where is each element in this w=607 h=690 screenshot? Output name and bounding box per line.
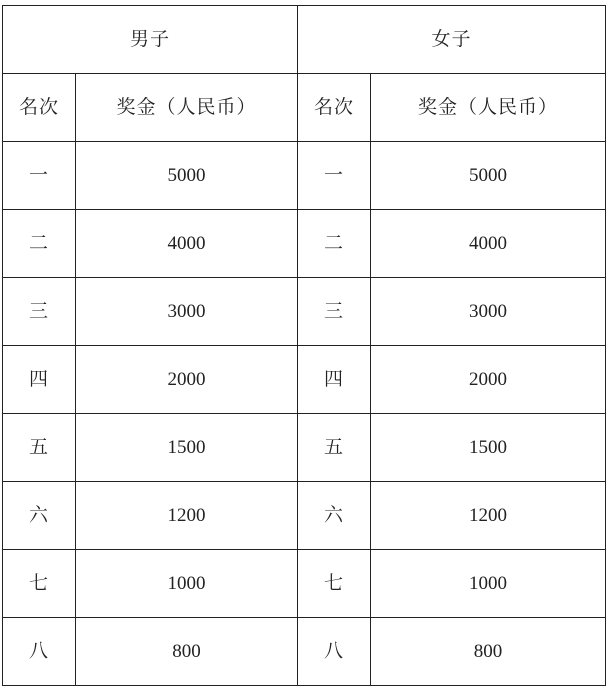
men-rank-cell: 三	[3, 278, 76, 346]
table-row	[3, 550, 606, 618]
women-rank-cell: 四	[298, 346, 371, 414]
group-header-row	[3, 6, 606, 74]
women-prize-cell: 1200	[371, 482, 606, 550]
table-row	[3, 414, 606, 482]
women-rank-cell: 一	[298, 142, 371, 210]
women-rank-cell: 三	[298, 278, 371, 346]
column-header-row	[3, 74, 606, 142]
table-row	[3, 142, 606, 210]
men-rank-cell: 四	[3, 346, 76, 414]
men-group-header: 男子	[3, 6, 298, 74]
women-prize-cell: 5000	[371, 142, 606, 210]
women-prize-cell: 800	[371, 618, 606, 686]
women-prize-cell: 1500	[371, 414, 606, 482]
women-prize-cell: 4000	[371, 210, 606, 278]
men-rank-cell: 一	[3, 142, 76, 210]
men-rank-cell: 七	[3, 550, 76, 618]
women-rank-cell: 六	[298, 482, 371, 550]
women-rank-cell: 五	[298, 414, 371, 482]
table-row	[3, 346, 606, 414]
women-rank-header: 名次	[298, 74, 371, 142]
men-prize-cell: 1500	[76, 414, 298, 482]
men-rank-header: 名次	[3, 74, 76, 142]
women-prize-cell: 3000	[371, 278, 606, 346]
women-rank-cell: 七	[298, 550, 371, 618]
women-rank-cell: 八	[298, 618, 371, 686]
table-row	[3, 618, 606, 686]
prize-table	[2, 5, 606, 686]
women-prize-header: 奖金（人民币）	[371, 74, 606, 142]
men-rank-cell: 二	[3, 210, 76, 278]
table-row	[3, 278, 606, 346]
men-prize-cell: 5000	[76, 142, 298, 210]
table-row	[3, 210, 606, 278]
men-prize-cell: 2000	[76, 346, 298, 414]
women-prize-cell: 1000	[371, 550, 606, 618]
men-prize-cell: 3000	[76, 278, 298, 346]
women-prize-cell: 2000	[371, 346, 606, 414]
table-row	[3, 482, 606, 550]
men-prize-cell: 800	[76, 618, 298, 686]
table-body	[3, 6, 606, 686]
men-prize-header: 奖金（人民币）	[76, 74, 298, 142]
women-rank-cell: 二	[298, 210, 371, 278]
women-group-header: 女子	[298, 6, 606, 74]
men-rank-cell: 六	[3, 482, 76, 550]
men-rank-cell: 八	[3, 618, 76, 686]
men-prize-cell: 4000	[76, 210, 298, 278]
men-prize-cell: 1000	[76, 550, 298, 618]
men-rank-cell: 五	[3, 414, 76, 482]
men-prize-cell: 1200	[76, 482, 298, 550]
